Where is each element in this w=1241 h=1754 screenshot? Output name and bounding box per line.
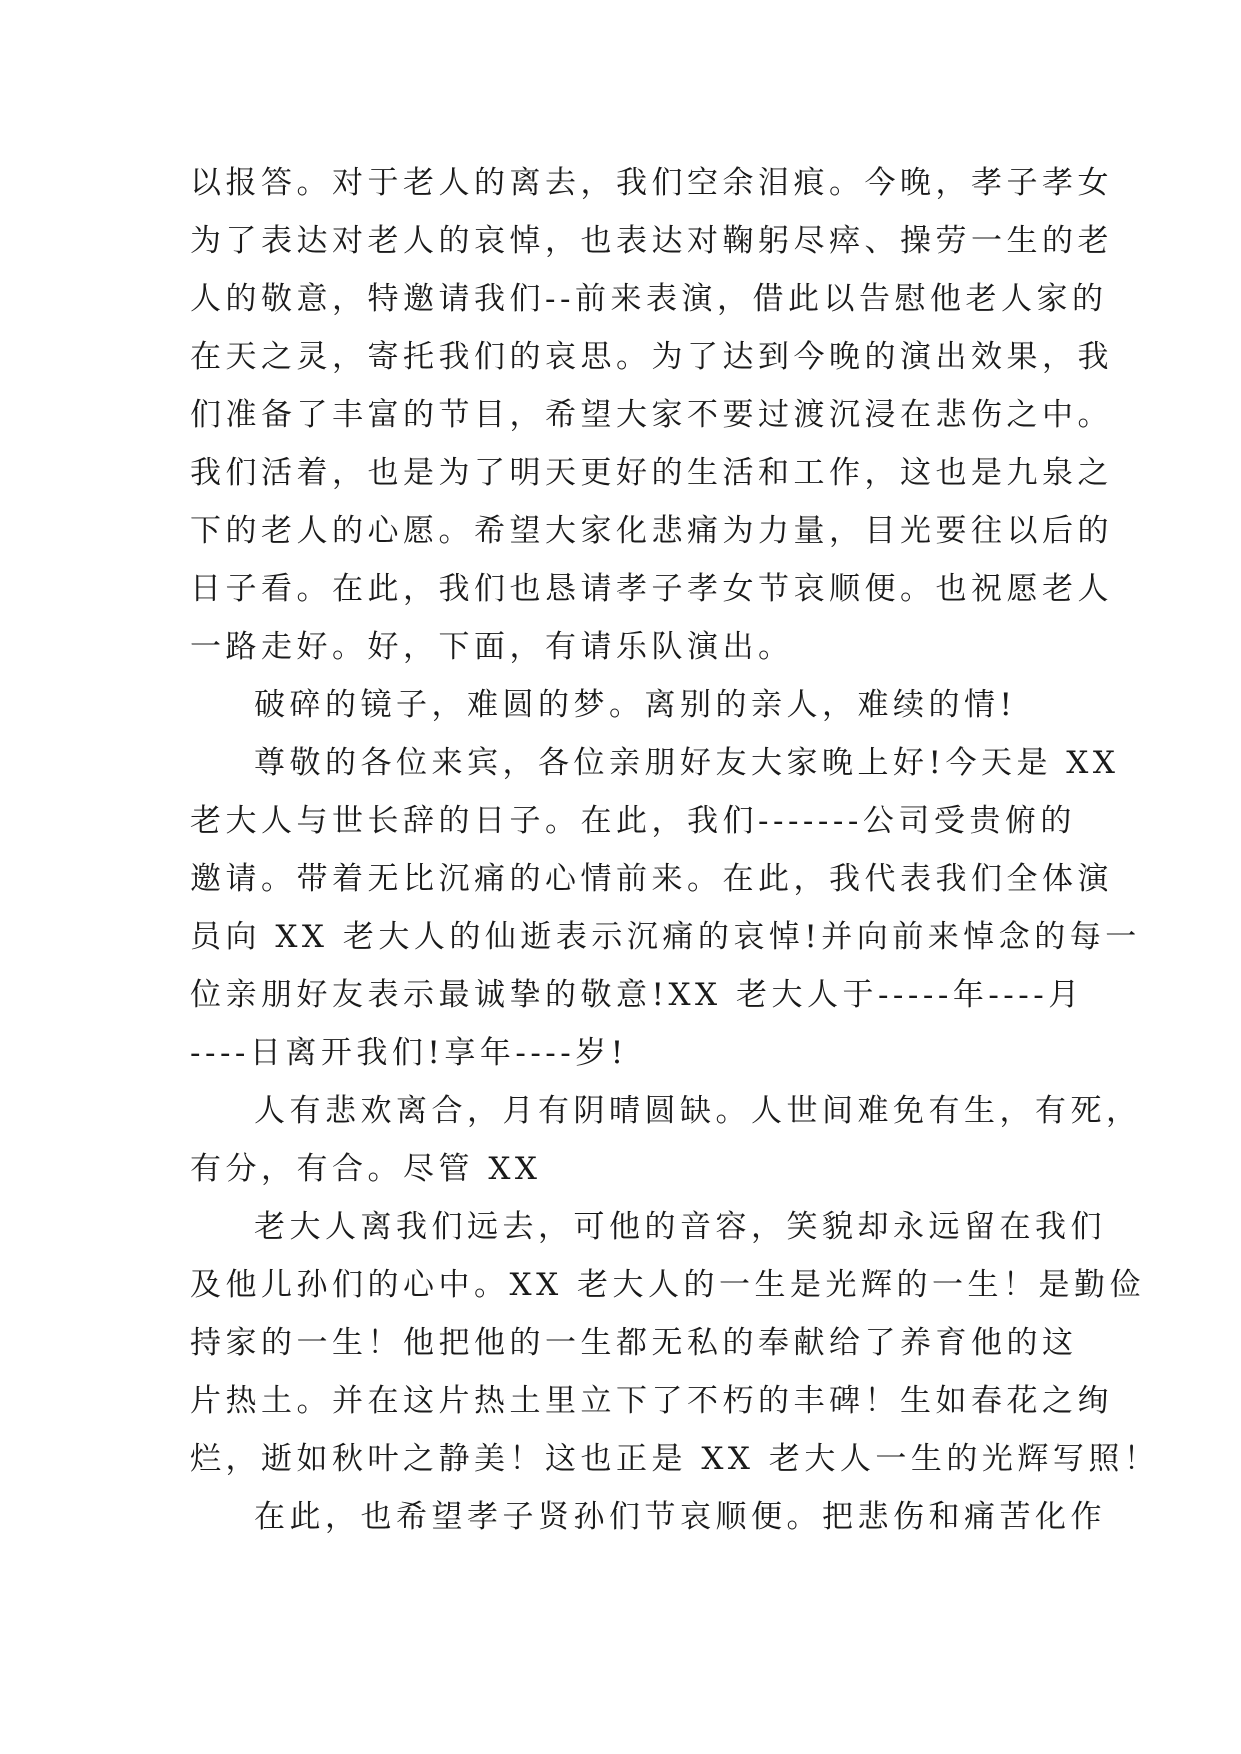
text-line: 在此，也希望孝子贤孙们节哀顺便。把悲伤和痛苦化作 xyxy=(254,1499,1106,1535)
text-line: 位亲朋好友表示最诚挚的敬意!XX 老大人于-----年----月 xyxy=(190,977,1084,1013)
text-line: 们准备了丰富的节目，希望大家不要过渡沉浸在悲伤之中。 xyxy=(190,397,1113,433)
text-line: 破碎的镜子，难圆的梦。离别的亲人，难续的情! xyxy=(254,687,1017,723)
text-line: 为了表达对老人的哀悼，也表达对鞠躬尽瘁、操劳一生的老 xyxy=(190,223,1113,259)
text-line: 以报答。对于老人的离去，我们空余泪痕。今晚，孝子孝女 xyxy=(190,165,1113,201)
text-line: 及他儿孙们的心中。XX 老大人的一生是光辉的一生！是勤俭 xyxy=(190,1267,1145,1303)
text-line: 老大人与世长辞的日子。在此，我们-------公司受贵俯的 xyxy=(190,803,1076,839)
text-line: 人的敬意，特邀请我们--前来表演，借此以告慰他老人家的 xyxy=(190,281,1108,317)
text-line: 尊敬的各位来宾，各位亲朋好友大家晚上好!今天是 XX xyxy=(254,745,1120,781)
text-line: 一路走好。好，下面，有请乐队演出。 xyxy=(190,629,794,665)
text-line: 在天之灵，寄托我们的哀思。为了达到今晚的演出效果，我 xyxy=(190,339,1113,375)
text-line: 烂，逝如秋叶之静美！这也正是 XX 老大人一生的光辉写照！ xyxy=(190,1441,1160,1477)
text-line: ----日离开我们!享年----岁! xyxy=(190,1035,628,1071)
text-line: 下的老人的心愿。希望大家化悲痛为力量，目光要往以后的 xyxy=(190,513,1113,549)
text-line: 邀请。带着无比沉痛的心情前来。在此，我代表我们全体演 xyxy=(190,861,1113,897)
text-line: 人有悲欢离合，月有阴晴圆缺。人世间难免有生，有死， xyxy=(254,1093,1142,1129)
text-line: 员向 XX 老大人的仙逝表示沉痛的哀悼!并向前来悼念的每一 xyxy=(190,919,1141,955)
text-line: 日子看。在此，我们也恳请孝子孝女节哀顺便。也祝愿老人 xyxy=(190,571,1113,607)
text-line: 片热土。并在这片热土里立下了不朽的丰碑！生如春花之绚 xyxy=(190,1383,1113,1419)
text-line: 老大人离我们远去，可他的音容，笑貌却永远留在我们 xyxy=(254,1209,1106,1245)
text-line: 持家的一生！他把他的一生都无私的奉献给了养育他的这 xyxy=(190,1325,1078,1361)
text-line: 我们活着，也是为了明天更好的生活和工作，这也是九泉之 xyxy=(190,455,1113,491)
text-line: 有分，有合。尽管 XX xyxy=(190,1151,542,1187)
